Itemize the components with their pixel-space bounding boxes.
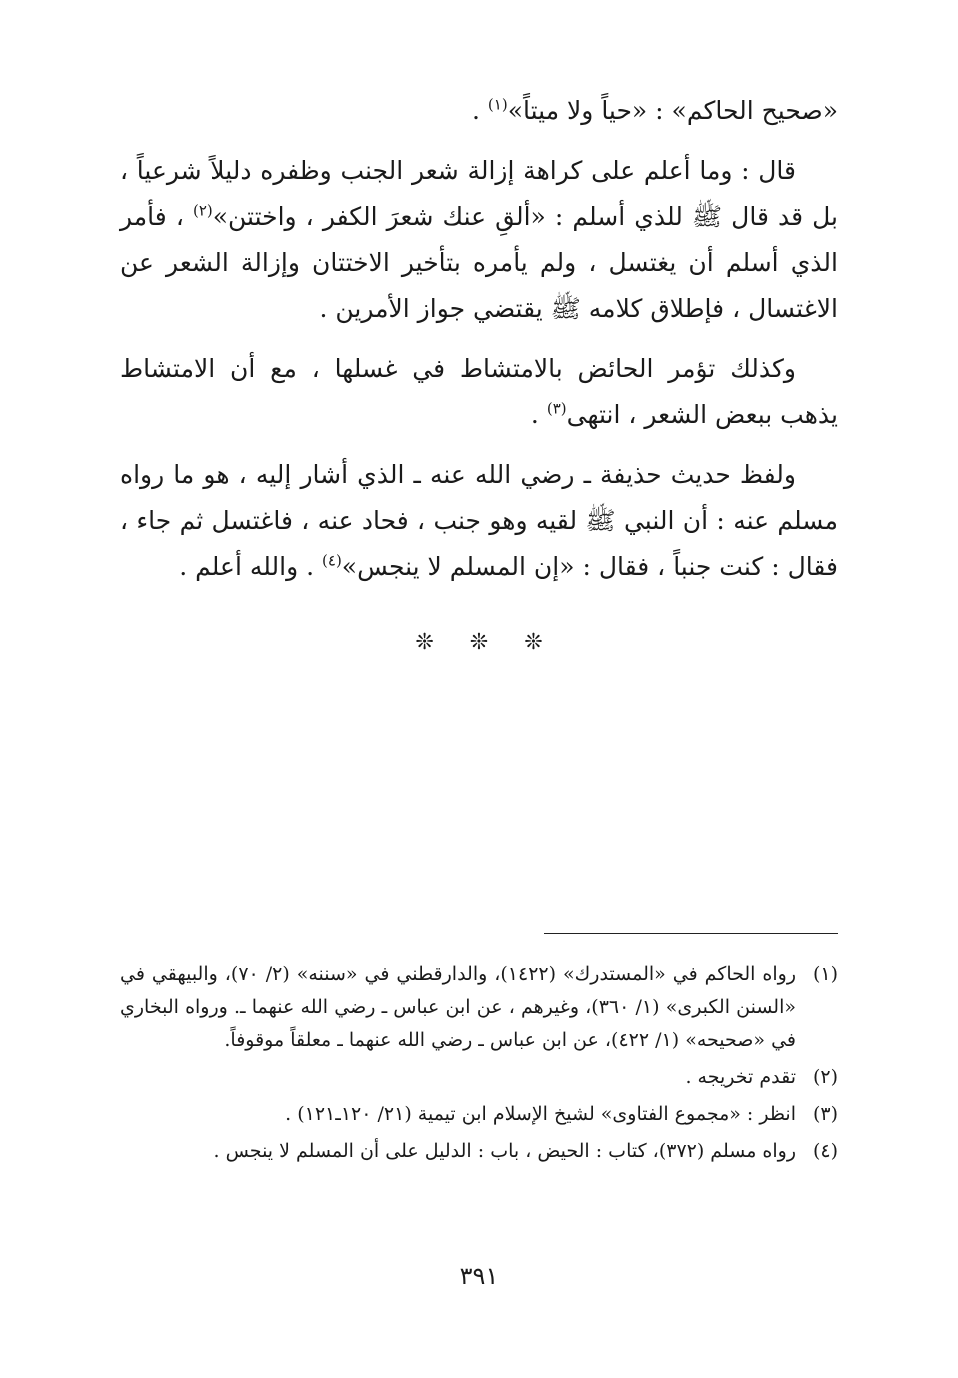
footnote-divider xyxy=(544,933,838,934)
footnote-text: رواه الحاكم في «المستدرك» (١٤٢٢)، والدارقطني في «سننه» (٢/ ٧٠)، والبيهقي في «السنن الكبرى» (١/ ٣٦٠)، وغيرهم ، عن ابن عباس ـ رضي الله عنهما ـ. ورواه البخاري في «صحيحه» (١/ ٤٢٢)، عن ابن عباس ـ رضي الله عنهما ـ معلقاً موقوفاً. xyxy=(120,963,796,1051)
star-ornament-icon: ❊ xyxy=(524,630,543,655)
footnotes xyxy=(120,958,838,1172)
star-ornament-icon: ❊ xyxy=(469,630,489,655)
footnote-number: (٢) xyxy=(812,1066,838,1088)
footnote-reference[interactable]: (٣) xyxy=(546,399,567,418)
paragraph-text: «صحيح الحاكم» : «حياً ولا ميتاً» xyxy=(507,96,838,125)
footnote-text: رواه مسلم (٣٧٢)، كتاب : الحيض ، باب : الدليل على أن المسلم لا ينجس . xyxy=(213,1140,796,1162)
footnote-number: (٣) xyxy=(812,1103,838,1125)
paragraph-2 xyxy=(120,148,838,332)
footnote-reference[interactable]: (٤) xyxy=(322,551,342,570)
paragraph-4 xyxy=(120,452,838,590)
paragraph-text: ، فأمر الذي أسلم أن يغتسل ، ولم يأمره بتأخير الاختتان وإزالة الشعر عن الاغتسال ، فإطلاق كلامه ﷺ يقتضي جواز الأمرين . xyxy=(120,202,838,323)
section-separator xyxy=(0,630,958,655)
footnote-item xyxy=(120,1098,838,1131)
footnote-reference[interactable]: (٢) xyxy=(192,201,213,220)
footnote-reference[interactable]: (١) xyxy=(487,95,508,114)
paragraph-text: . xyxy=(530,400,547,429)
footnote-item xyxy=(120,1061,838,1094)
paragraph-text: وكذلك تؤمر الحائض بالامتشاط في غسلها ، مع أن الامتشاط يذهب ببعض الشعر ، انتهى xyxy=(120,354,838,429)
footnote-number: (١) xyxy=(812,963,838,985)
footnote-number: (٤) xyxy=(812,1140,838,1162)
paragraph-text: . xyxy=(472,96,488,125)
paragraph-text: . والله أعلم . xyxy=(179,552,323,581)
footnote-item xyxy=(120,1135,838,1168)
footnote-text: انظر : «مجموع الفتاوى» لشيخ الإسلام ابن تيمية (٢١/ ١٢٠ـ١٢١) . xyxy=(285,1103,796,1125)
paragraph-1 xyxy=(120,88,838,134)
footnote-item xyxy=(120,958,838,1057)
paragraph-text: قال : وما أعلم على كراهة إزالة شعر الجنب وظفره دليلاً شرعياً ، بل قد قال ﷺ للذي أسلم : «ألقِ عنك شعرَ الكفر ، واختتن» xyxy=(120,156,838,231)
footnote-text: تقدم تخريجه . xyxy=(685,1066,796,1088)
star-ornament-icon: ❊ xyxy=(415,630,434,655)
paragraph-3 xyxy=(120,346,838,438)
body-text xyxy=(120,88,838,604)
page-number: ٣٩١ xyxy=(459,1262,499,1290)
paragraph-text: ولفظ حديث حذيفة ـ رضي الله عنه ـ الذي أشار إليه ، هو ما رواه مسلم عنه : أن النبي ﷺ لقيه وهو جنب ، فحاد عنه ، فاغتسل ثم جاء ، فقال : كنت جنباً ، فقال : «إن المسلم لا ينجس» xyxy=(120,460,838,581)
